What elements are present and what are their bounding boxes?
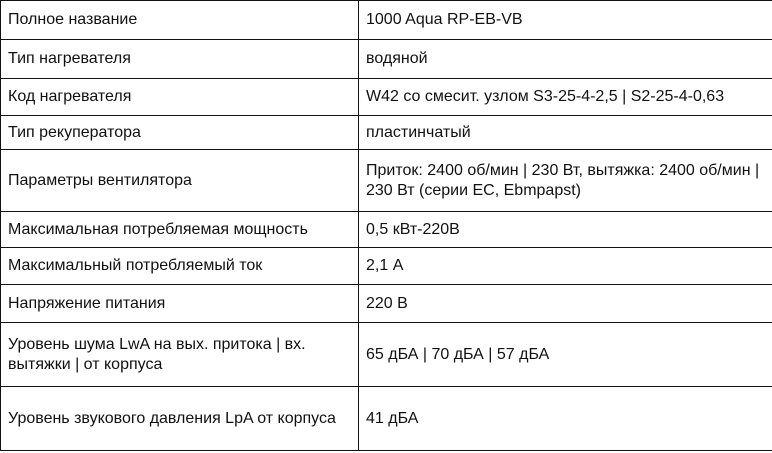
param-name: Код нагревателя — [1, 79, 359, 116]
param-value: 41 дБА — [359, 387, 772, 451]
table-row — [1, 323, 772, 387]
param-value: водяной — [359, 40, 772, 79]
table-row — [1, 79, 772, 116]
param-name: Уровень шума LwA на вых. притока | вх. вытяжки | от корпуса — [1, 323, 359, 387]
table-row — [1, 150, 772, 212]
table-row — [1, 387, 772, 451]
param-value: W42 со смесит. узлом S3-25-4-2,5 | S2-25-4-0,63 — [359, 79, 772, 116]
param-name: Тип рекуператора — [1, 116, 359, 150]
param-value: пластинчатый — [359, 116, 772, 150]
table-row — [1, 212, 772, 248]
param-name: Напряжение питания — [1, 285, 359, 323]
param-name: Максимальная потребляемая мощность — [1, 212, 359, 248]
table-row — [1, 285, 772, 323]
param-value: 65 дБА | 70 дБА | 57 дБА — [359, 323, 772, 387]
param-value: 220 В — [359, 285, 772, 323]
table-row — [1, 1, 772, 40]
param-name: Тип нагревателя — [1, 40, 359, 79]
table-row — [1, 40, 772, 79]
param-name: Параметры вентилятора — [1, 150, 359, 212]
param-value: 0,5 кВт-220В — [359, 212, 772, 248]
param-name: Максимальный потребляемый ток — [1, 248, 359, 285]
param-value: 1000 Aqua RP-EB-VB — [359, 1, 772, 40]
param-value: 2,1 А — [359, 248, 772, 285]
table-row — [1, 116, 772, 150]
param-name: Уровень звукового давления LpA от корпуса — [1, 387, 359, 451]
param-name: Полное название — [1, 1, 359, 40]
table-row — [1, 248, 772, 285]
param-value: Приток: 2400 об/мин | 230 Вт, вытяжка: 2400 об/мин | 230 Вт (серии EC, Ebmpapst) — [359, 150, 772, 212]
